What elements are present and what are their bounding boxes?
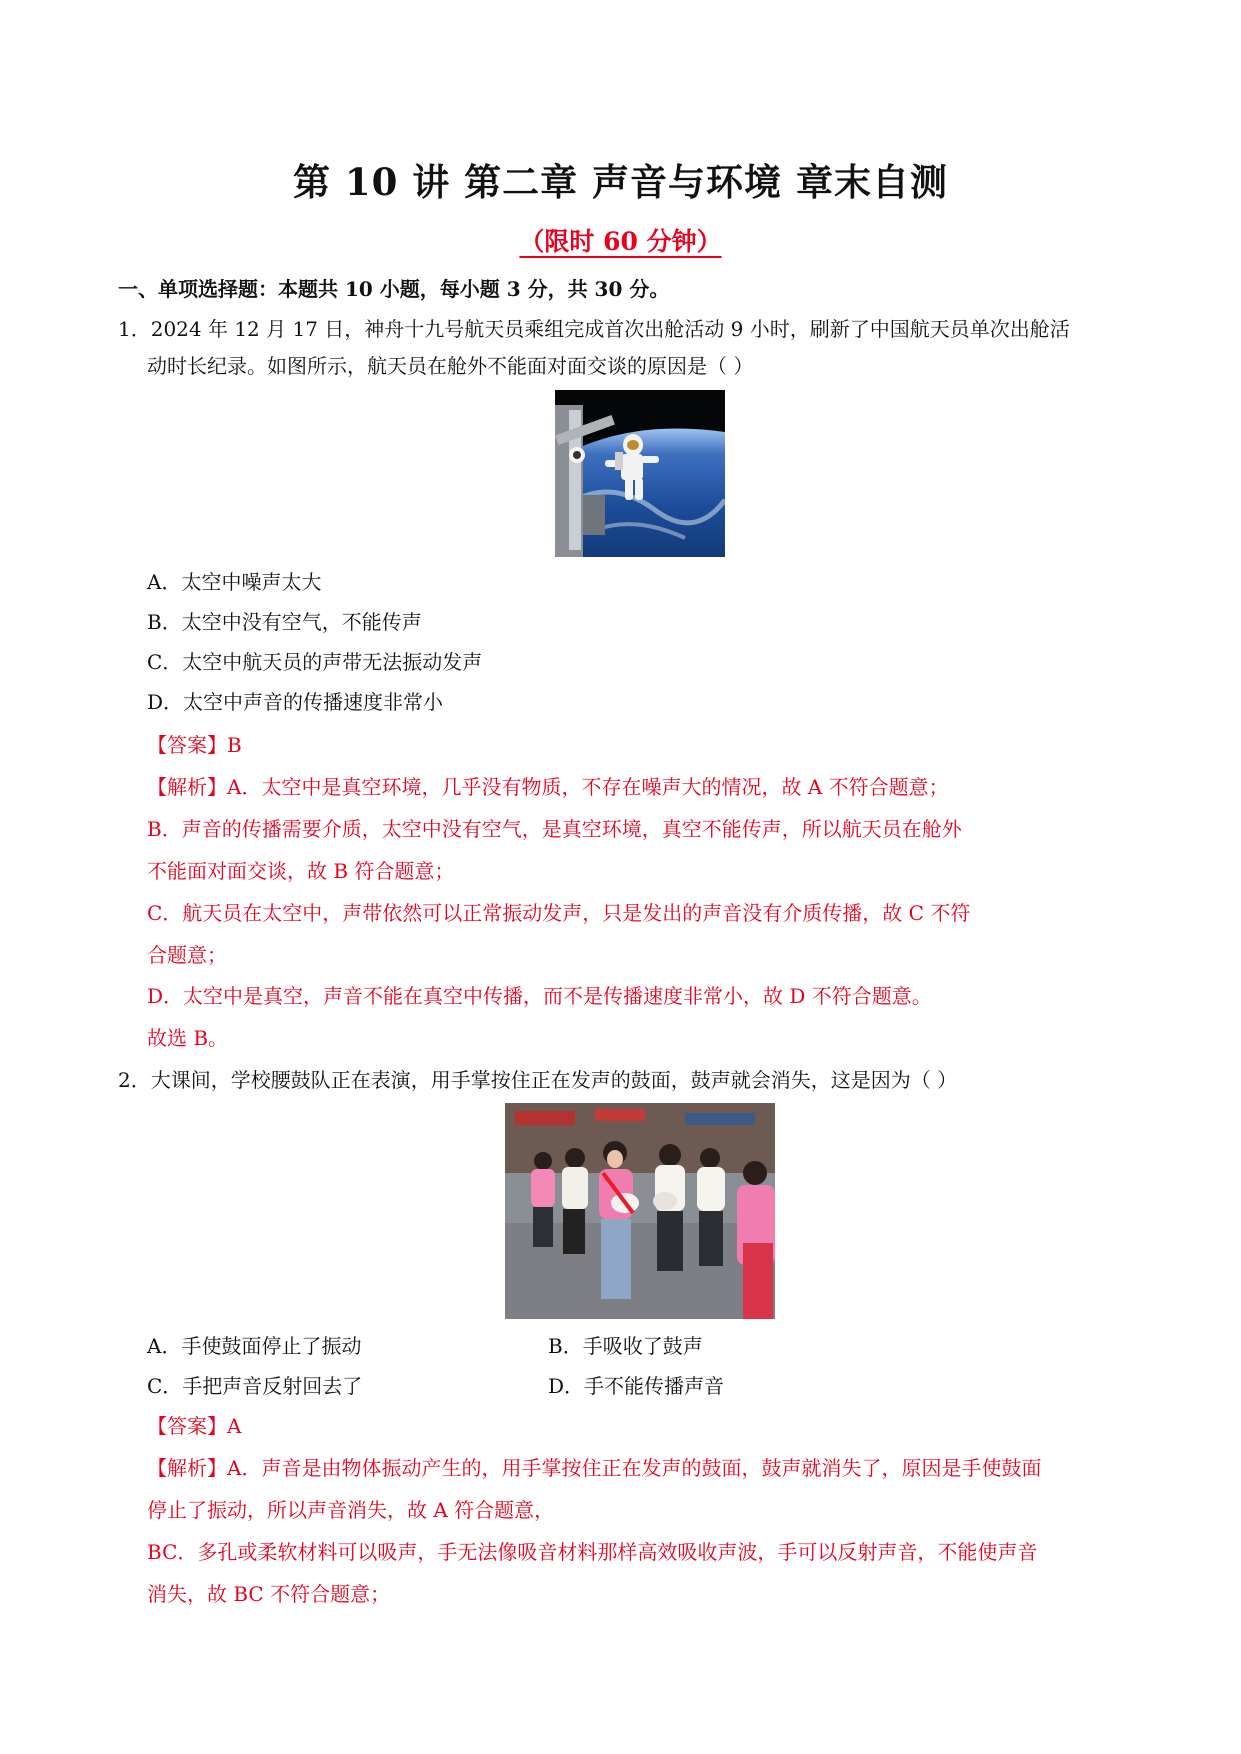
q2-option-b: B．手吸收了鼓声 xyxy=(548,1334,703,1358)
q1-option-a: A．太空中噪声太大 xyxy=(147,570,322,594)
q1-analysis-line2: B．声音的传播需要介质，太空中没有空气，是真空环境，真空不能传声，所以航天员在舱外 xyxy=(147,817,962,841)
q2-answer: 【答案】A xyxy=(147,1414,242,1438)
page-title: 第 10 讲 第二章 声音与环境 章末自测 xyxy=(293,160,948,204)
q2-option-a: A．手使鼓面停止了振动 xyxy=(147,1334,362,1358)
q1-option-b: B．太空中没有空气，不能传声 xyxy=(147,610,422,634)
q1-stem-line2: 动时长纪录。如图所示，航天员在舱外不能面对面交谈的原因是（ ） xyxy=(147,354,754,378)
q1-analysis-line5: 合题意； xyxy=(147,943,227,967)
drum-team-photo xyxy=(505,1103,775,1319)
astronaut-spacewalk-image xyxy=(555,390,725,557)
q1-stem-line1: 1．2024 年 12 月 17 日，神舟十九号航天员乘组完成首次出舱活动 9 小时，刷新了中国航天员单次出舱活 xyxy=(118,317,1070,341)
q2-analysis-line3: BC．多孔或柔软材料可以吸声，手无法像吸音材料那样高效吸收声波，手可以反射声音，不能使声音 xyxy=(147,1540,1038,1564)
time-limit-text: （限时 60 分钟） xyxy=(519,227,722,256)
q2-option-d: D．手不能传播声音 xyxy=(548,1374,725,1398)
q1-analysis-line4: C．航天员在太空中，声带依然可以正常振动发声，只是发出的声音没有介质传播，故 C 不符 xyxy=(147,901,971,925)
q2-analysis-line4: 消失，故 BC 不符合题意； xyxy=(147,1582,391,1606)
q2-option-c: C．手把声音反射回去了 xyxy=(147,1374,363,1398)
astronaut-spacewalk-illustration xyxy=(555,390,725,557)
q1-analysis-line1: 【解析】A．太空中是真空环境，几乎没有物质，不存在噪声大的情况，故 A 不符合题意； xyxy=(147,775,949,799)
drum-team-illustration xyxy=(505,1103,775,1319)
q1-option-c: C．太空中航天员的声带无法振动发声 xyxy=(147,650,483,674)
q2-stem: 2．大课间，学校腰鼓队正在表演，用手掌按住正在发声的鼓面，鼓声就会消失，这是因为（ ） xyxy=(118,1068,958,1092)
q1-option-d: D．太空中声音的传播速度非常小 xyxy=(147,690,444,714)
q1-analysis-line3: 不能面对面交谈，故 B 符合题意； xyxy=(147,859,455,883)
q1-answer: 【答案】B xyxy=(147,733,242,757)
q2-analysis-line2: 停止了振动，所以声音消失，故 A 符合题意， xyxy=(147,1498,555,1522)
section-heading: 一、单项选择题：本题共 10 小题，每小题 3 分，共 30 分。 xyxy=(118,277,670,301)
q1-analysis-line6: D．太空中是真空，声音不能在真空中传播，而不是传播速度非常小，故 D 不符合题意。 xyxy=(147,984,932,1008)
q1-analysis-line7: 故选 B。 xyxy=(147,1026,229,1050)
q2-analysis-line1: 【解析】A．声音是由物体振动产生的，用手掌按住正在发声的鼓面，鼓声就消失了，原因是手使鼓面 xyxy=(147,1456,1042,1480)
time-limit-subtitle xyxy=(0,222,1241,258)
